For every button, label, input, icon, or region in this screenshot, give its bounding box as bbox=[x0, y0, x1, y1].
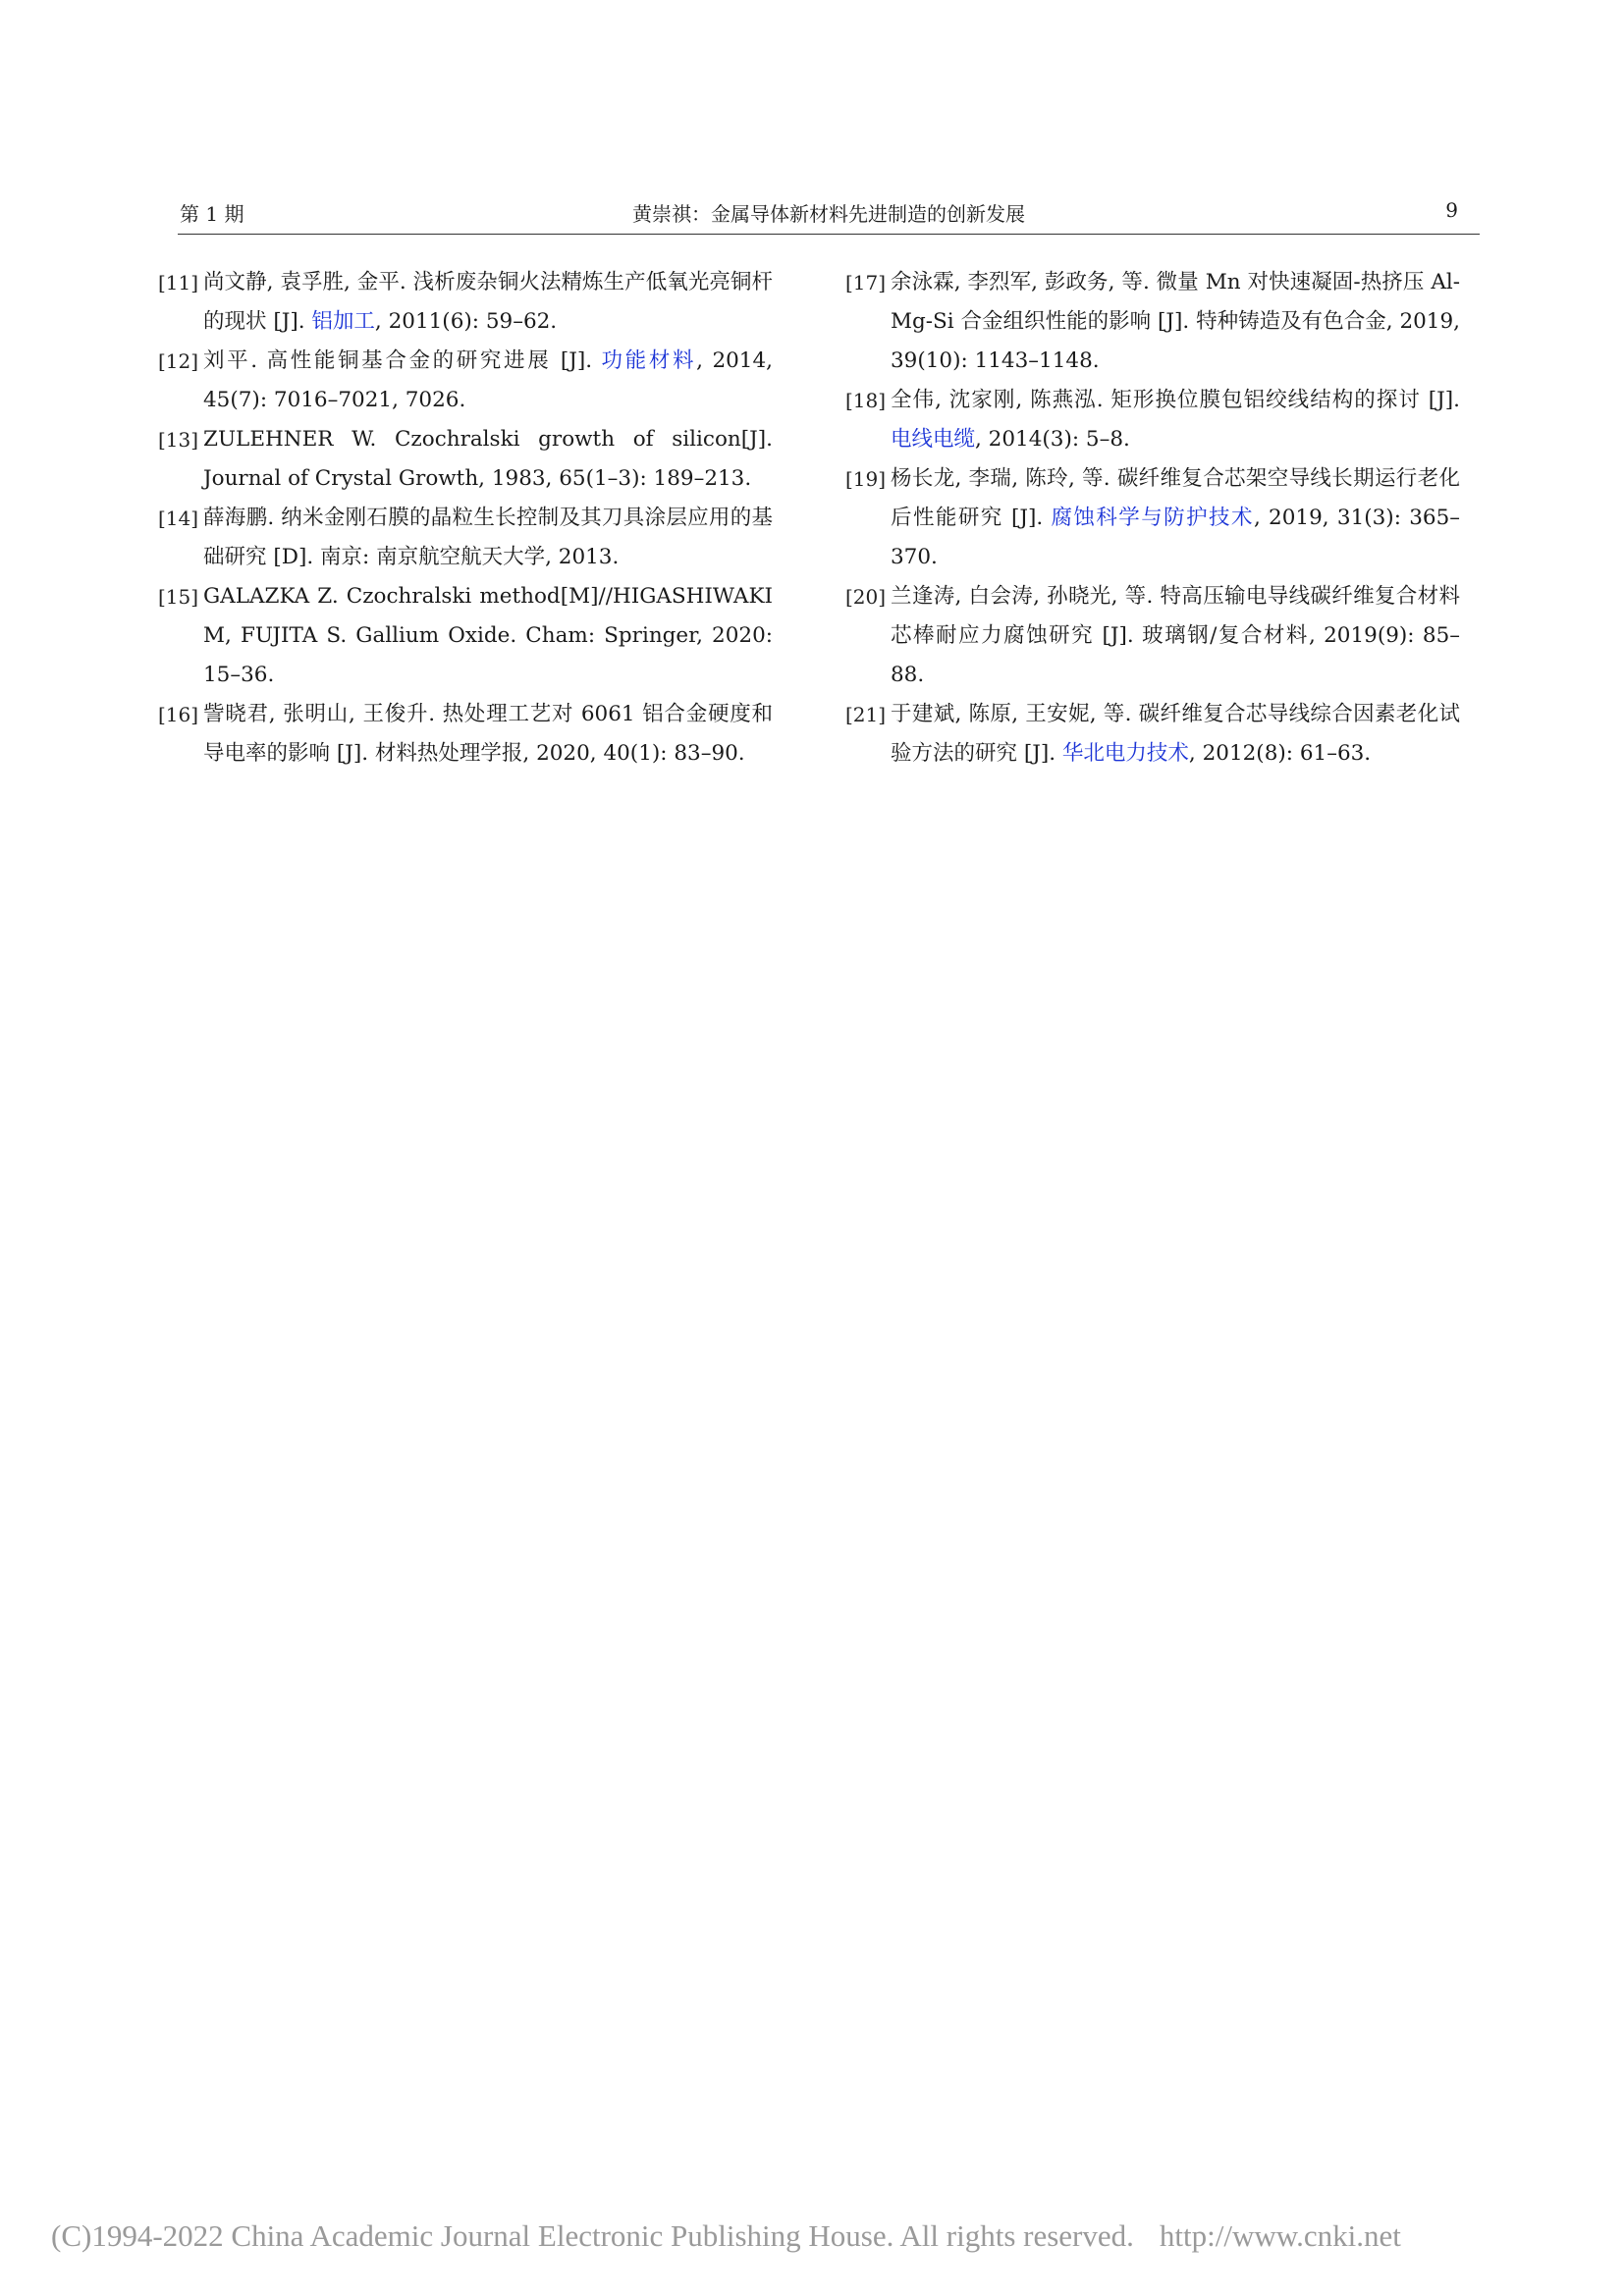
reference-number: [19] bbox=[845, 467, 887, 491]
reference-item bbox=[845, 263, 1460, 381]
cnki-url-link[interactable]: http://www.cnki.net bbox=[1159, 2218, 1401, 2253]
journal-link[interactable]: 功能材料 bbox=[601, 348, 697, 373]
journal-link[interactable]: 电线电缆 bbox=[891, 427, 976, 452]
reference-number: [21] bbox=[845, 703, 887, 726]
reference-number: [15] bbox=[158, 585, 199, 609]
journal-link[interactable]: 腐蚀科学与防护技术 bbox=[1051, 506, 1254, 530]
reference-number: [12] bbox=[158, 349, 199, 373]
reference-text: 訾晓君, 张明山, 王俊升. 热处理工艺对 6061 铝合金硬度和导电率的影响 [J]. 材料热处理学报, 2020, 40(1): 83–90. bbox=[203, 702, 773, 766]
reference-text: 刘平. 高性能铜基合金的研究进展 [J]. 功能材料, 2014, 45(7): 7016–7021, 7026. bbox=[203, 348, 773, 412]
references-right-column bbox=[845, 263, 1460, 774]
reference-text: 薛海鹏. 纳米金刚石膜的晶粒生长控制及其刀具涂层应用的基础研究 [D]. 南京: 南京航空航天大学, 2013. bbox=[203, 506, 773, 569]
running-header bbox=[178, 192, 1480, 235]
issue-number: 第 1 期 bbox=[180, 202, 244, 226]
reference-item bbox=[158, 695, 773, 774]
reference-text: 全伟, 沈家刚, 陈燕泓. 矩形换位膜包铝绞线结构的探讨 [J]. 电线电缆, 2014(3): 5–8. bbox=[891, 388, 1460, 452]
reference-item bbox=[158, 420, 773, 499]
reference-item bbox=[845, 695, 1460, 774]
reference-number: [11] bbox=[158, 271, 199, 294]
running-title: 黄崇祺：金属导体新材料先进制造的创新发展 bbox=[632, 202, 1025, 226]
reference-item bbox=[158, 577, 773, 695]
reference-text: 兰逢涛, 白会涛, 孙晓光, 等. 特高压输电导线碳纤维复合材料芯棒耐应力腐蚀研究 [J]. 玻璃钢/复合材料, 2019(9): 85–88. bbox=[891, 584, 1460, 687]
reference-text: ZULEHNER W. Czochralski growth of silicon[J]. Journal of Crystal Growth, 1983, 65(1–3): 189–213. bbox=[203, 427, 773, 491]
reference-item bbox=[158, 263, 773, 342]
reference-text: 余泳霖, 李烈军, 彭政务, 等. 微量 Mn 对快速凝固-热挤压 Al-Mg-Si 合金组织性能的影响 [J]. 特种铸造及有色合金, 2019, 39(10): 1143–1148. bbox=[891, 270, 1460, 373]
reference-item bbox=[845, 381, 1460, 459]
reference-number: [18] bbox=[845, 389, 887, 412]
reference-text: 于建斌, 陈原, 王安妮, 等. 碳纤维复合芯导线综合因素老化试验方法的研究 [J]. 华北电力技术, 2012(8): 61–63. bbox=[891, 702, 1460, 766]
copyright-text: (C)1994-2022 China Academic Journal Electronic Publishing House. All rights reserved. bbox=[51, 2218, 1134, 2253]
reference-text: GALAZKA Z. Czochralski method[M]//HIGASHIWAKI M, FUJITA S. Gallium Oxide. Cham: Springer, 2020: 15–36. bbox=[203, 584, 773, 687]
reference-item bbox=[158, 342, 773, 420]
reference-item bbox=[845, 459, 1460, 577]
journal-link[interactable]: 铝加工 bbox=[311, 309, 375, 334]
reference-number: [13] bbox=[158, 428, 199, 452]
copyright-footer bbox=[51, 2218, 1583, 2254]
reference-text: 杨长龙, 李瑞, 陈玲, 等. 碳纤维复合芯架空导线长期运行老化后性能研究 [J]. 腐蚀科学与防护技术, 2019, 31(3): 365–370. bbox=[891, 466, 1461, 569]
reference-item bbox=[158, 499, 773, 577]
page-number: 9 bbox=[1445, 198, 1458, 222]
reference-number: [16] bbox=[158, 703, 199, 726]
reference-number: [20] bbox=[845, 585, 887, 609]
reference-number: [17] bbox=[845, 271, 887, 294]
journal-link[interactable]: 华北电力技术 bbox=[1061, 741, 1189, 766]
reference-item bbox=[845, 577, 1460, 695]
references-left-column bbox=[158, 263, 773, 774]
reference-number: [14] bbox=[158, 507, 199, 530]
reference-text: 尚文静, 袁孚胜, 金平. 浅析废杂铜火法精炼生产低氧光亮铜杆的现状 [J]. 铝加工, 2011(6): 59–62. bbox=[203, 270, 773, 334]
